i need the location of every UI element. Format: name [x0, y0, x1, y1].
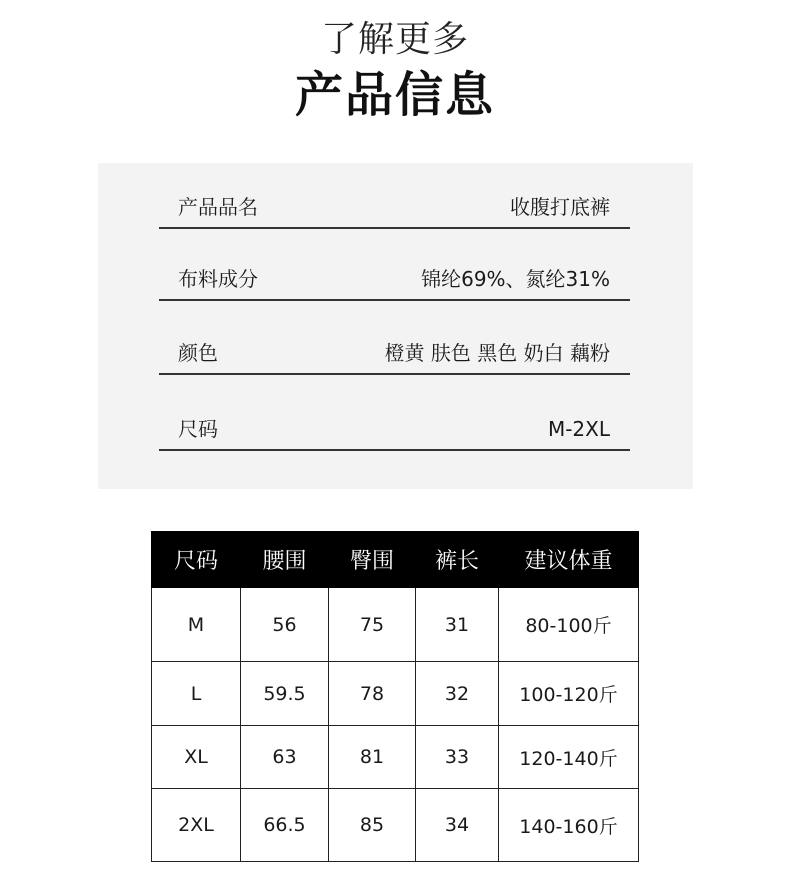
table-cell: 59.5: [241, 662, 329, 726]
info-value: M-2XL: [547, 417, 610, 441]
table-cell: 78: [329, 662, 416, 726]
table-cell: 100-120斤: [499, 662, 639, 726]
info-value: 锦纶69%、氮纶31%: [421, 267, 610, 291]
info-label: 尺码: [178, 417, 218, 441]
info-row-fabric: [159, 263, 630, 301]
table-row: [152, 662, 639, 726]
column-header-hip: 臀围: [329, 532, 416, 588]
info-label: 布料成分: [178, 267, 258, 291]
table-cell: 63: [241, 726, 329, 789]
table-row: [152, 726, 639, 789]
column-header-weight: 建议体重: [499, 532, 639, 588]
table-cell: 56: [241, 588, 329, 662]
info-row-size: [159, 413, 630, 451]
column-header-length: 裤长: [416, 532, 499, 588]
table-cell: 34: [416, 789, 499, 862]
table-cell: 32: [416, 662, 499, 726]
section-title: 产品信息: [294, 67, 495, 123]
info-value: 收腹打底裤: [510, 195, 610, 219]
product-info-panel: [98, 163, 693, 489]
table-row: [152, 789, 639, 862]
table-cell: 31: [416, 588, 499, 662]
info-row-name: [159, 191, 630, 229]
table-cell: M: [152, 588, 241, 662]
info-row-color: [159, 337, 630, 375]
table-cell: 75: [329, 588, 416, 662]
size-table-header-row: [152, 532, 639, 588]
table-cell: 140-160斤: [499, 789, 639, 862]
table-cell: L: [152, 662, 241, 726]
column-header-size: 尺码: [152, 532, 241, 588]
info-value: 橙黄 肤色 黑色 奶白 藕粉: [384, 341, 610, 365]
info-label: 颜色: [178, 341, 218, 365]
table-cell: 2XL: [152, 789, 241, 862]
section-subtitle: 了解更多: [320, 19, 469, 60]
table-cell: 85: [329, 789, 416, 862]
table-cell: 81: [329, 726, 416, 789]
info-label: 产品品名: [178, 195, 258, 219]
table-cell: 80-100斤: [499, 588, 639, 662]
table-cell: 120-140斤: [499, 726, 639, 789]
size-chart-table: [151, 531, 639, 862]
table-cell: XL: [152, 726, 241, 789]
table-cell: 33: [416, 726, 499, 789]
column-header-waist: 腰围: [241, 532, 329, 588]
table-cell: 66.5: [241, 789, 329, 862]
table-row: [152, 588, 639, 662]
